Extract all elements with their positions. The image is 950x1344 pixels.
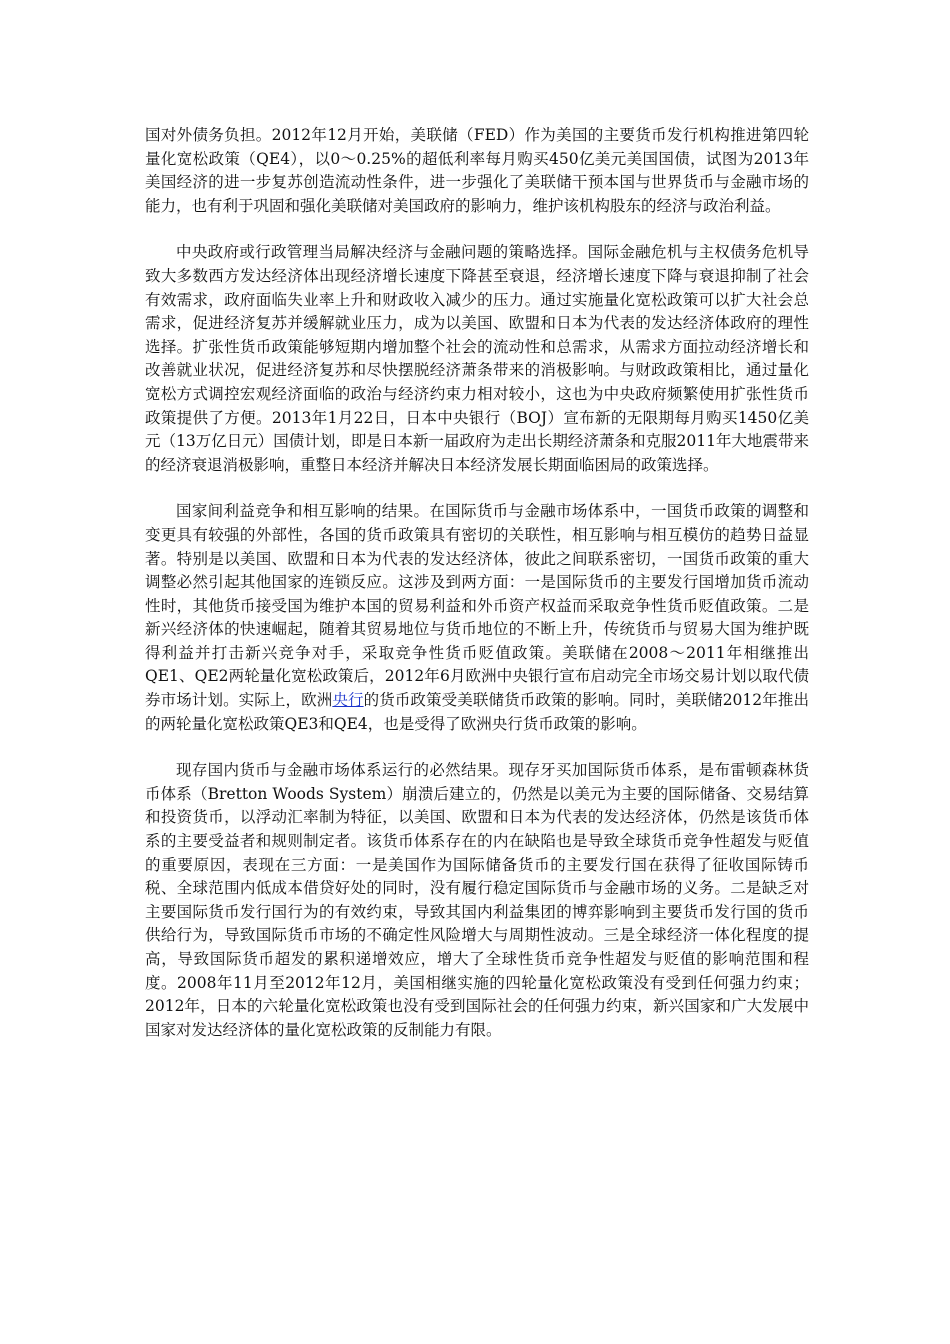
paragraph-4: 现存国内货币与金融市场体系运行的必然结果。现存牙买加国际货币体系，是布雷顿森林货币体系（Bretton Woods System）崩溃后建立的，仍然是以美元为主要的国际储备、交易结算和投资货币，以浮动汇率制为特征，以美国、欧盟和日本为代表的发达经济体，仍然是该货币体系的主要受益者和规则制定者。该货币体系存在的内在缺陷也是导致全球货币竞争性超发与贬值的重要原因，表现在三方面：一是美国作为国际储备货币的主要发行国在获得了征收国际铸币税、全球范围内低成本借贷好处的同时，没有履行稳定国际货币与金融市场的义务。二是缺乏对主要国际货币发行国行为的有效约束，导致其国内利益集团的博弈影响到主要货币发行国的货币供给行为，导致国际货币市场的不确定性风险增大与周期性波动。三是全球经济一体化程度的提高，导致国际货币超发的累积递增效应，增大了全球性货币竞争性超发与贬值的影响范围和程度。2008年11月至2012年12月，美国相继实施的四轮量化宽松政策没有受到任何强力约束；2012年，日本的六轮量化宽松政策也没有受到国际社会的任何强力约束，新兴国家和广大发展中国家对发达经济体的量化宽松政策的反制能力有限。 [145,761,809,1039]
paragraph-2: 中央政府或行政管理当局解决经济与金融问题的策略选择。国际金融危机与主权债务危机导致大多数西方发达经济体出现经济增长速度下降甚至衰退，经济增长速度下降与衰退抑制了社会有效需求，政府面临失业率上升和财政收入减少的压力。通过实施量化宽松政策可以扩大社会总需求，促进经济复苏并缓解就业压力，成为以美国、欧盟和日本为代表的发达经济体政府的理性选择。扩张性货币政策能够短期内增加整个社会的流动性和总需求，从需求方面拉动经济增长和改善就业状况，促进经济复苏和尽快摆脱经济萧条带来的消极影响。与财政政策相比，通过量化宽松方式调控宏观经济面临的政治与经济约束力相对较小，这也为中央政府频繁使用扩张性货币政策提供了方便。2013年1月22日，日本中央银行（BOJ）宣布新的无限期每月购买1450亿美元（13万亿日元）国债计划，即是日本新一届政府为走出长期经济萧条和克服2011年大地震带来的经济衰退消极影响，重整日本经济并解决日本经济发展长期面临困局的政策选择。 [145,243,809,474]
document-body [145,124,809,1065]
paragraph-3-text-after-link: 的货币政策受美联储货币政策的影响。同时，美联储2012年推出的两轮量化宽松政策QE3和QE4，也是受得了欧洲央行货币政策的影响。 [145,691,809,733]
paragraph-1: 国对外债务负担。2012年12月开始，美联储（FED）作为美国的主要货币发行机构推进第四轮量化宽松政策（QE4），以0～0.25%的超低利率每月购买450亿美元美国国债，试图为2013年美国经济的进一步复苏创造流动性条件，进一步强化了美联储干预本国与世界货币与金融市场的能力，也有利于巩固和强化美联储对美国政府的影响力，维护该机构股东的经济与政治利益。 [145,126,809,215]
central-bank-link[interactable]: 央行 [332,691,364,710]
paragraph-3 [145,500,809,736]
paragraph-3-text-before-link: 国家间利益竞争和相互影响的结果。在国际货币与金融市场体系中，一国货币政策的调整和变更具有较强的外部性，各国的货币政策具有密切的关联性，相互影响与相互模仿的趋势日益显著。特别是以美国、欧盟和日本为代表的发达经济体，彼此之间联系密切，一国货币政策的重大调整必然引起其他国家的连锁反应。这涉及到两方面：一是国际货币的主要发行国增加货币流动性时，其他货币接受国为维护本国的贸易利益和外币资产权益而采取竞争性货币贬值政策。二是新兴经济体的快速崛起，随着其贸易地位与货币地位的不断上升，传统货币与贸易大国为维护既得利益并打击新兴竞争对手，采取竞争性货币贬值政策。美联储在2008～2011年相继推出QE1、QE2两轮量化宽松政策后，2012年6月欧洲中央银行宣布启动完全市场交易计划以取代债券市场计划。实际上，欧洲 [145,502,809,710]
